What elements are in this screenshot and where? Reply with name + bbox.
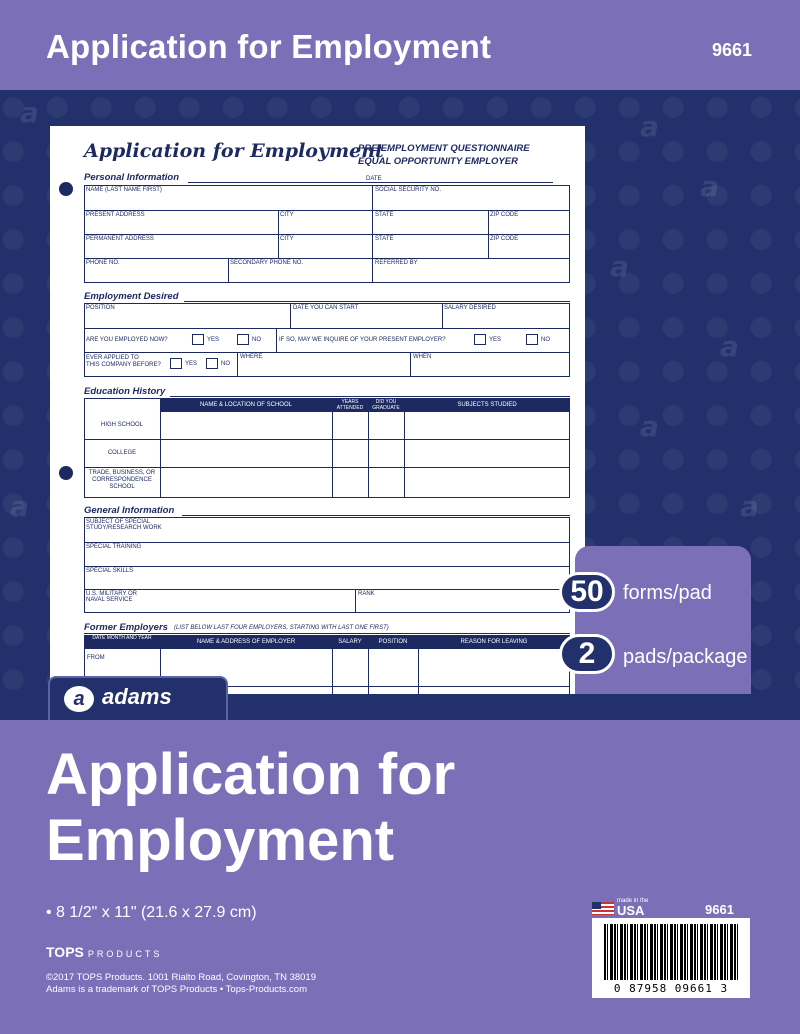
legal-text [46,972,316,996]
no-checkbox[interactable] [237,334,249,345]
barcode-digits: 0 87958 09661 3 [613,982,729,995]
label-city: CITY [280,212,294,218]
label-zip: ZIP CODE [490,212,519,218]
grid-line [84,328,570,329]
label-rank: RANK [358,591,375,597]
label-phone: PHONE NO. [86,260,120,266]
grid-line [84,589,570,590]
label-secondary-phone: SECONDARY PHONE NO. [230,260,304,266]
product-title-line: Employment [46,808,395,873]
former-note: (LIST BELOW LAST FOUR EMPLOYERS, STARTING WITH LAST ONE FIRST) [174,625,389,631]
watermark-logo: a [640,410,659,443]
section-heading-personal: Personal Information [84,172,180,183]
row-trade-school: TRADE, BUSINESS, OR CORRESPONDENCE SCHOOL [88,470,156,490]
brand-tab [48,676,228,720]
product-code-top: 9661 [711,40,752,60]
grid-line [290,303,291,328]
top-title: Application for Employment [46,28,492,65]
grid-line [404,398,405,498]
no-checkbox[interactable] [526,334,538,345]
yes-checkbox[interactable] [170,358,182,369]
col-date: DATE MONTH AND YEAR [92,635,152,641]
general-grid [84,517,570,613]
label-position: POSITION [86,305,115,311]
forms-label: forms/pad [623,582,712,604]
no-checkbox[interactable] [206,358,218,369]
grid-line [278,210,279,258]
grid-line [488,210,489,258]
grid-line [84,258,570,259]
tops-name: TOPS [46,944,84,960]
col-school: NAME & LOCATION OF SCHOOL [200,402,292,408]
grid-line [368,398,369,498]
col-years: YEARS ATTENDED [336,399,364,411]
watermark-logo: a [10,490,29,523]
brand-name: adams [102,684,172,709]
label-yes: YES [489,337,502,343]
label-no: NO [541,337,550,343]
tops-suffix: PRODUCTS [87,949,163,959]
watermark-logo: a [610,250,629,283]
label-ssn: SOCIAL SECURITY NO. [375,187,442,193]
grid-line [237,352,238,377]
form-title: Application for Employment [84,140,384,162]
grid-line [355,589,356,613]
us-flag-icon [592,902,614,915]
label-state: STATE [375,212,394,218]
grid-line [410,352,411,377]
label-no: NO [252,337,261,343]
col-reason: REASON FOR LEAVING [460,639,528,645]
form-subtitle [358,142,530,168]
binder-hole [59,182,73,196]
label-special-training: SPECIAL TRAINING [86,544,142,550]
grid-line [442,303,443,328]
product-title-line: Application for [46,742,456,807]
label-when: WHEN [413,354,432,360]
label-special-study: SUBJECT OF SPECIAL STUDY/RESEARCH WORK [86,519,162,531]
grid-line [84,566,570,567]
row-college: COLLEGE [107,450,137,456]
label-no: NO [221,361,230,367]
row-high-school: HIGH SCHOOL [100,422,143,428]
section-rule [188,182,553,183]
yes-checkbox[interactable] [192,334,204,345]
section-heading-education: Education History [84,386,166,397]
section-heading-general: General Information [84,505,175,516]
grid-line [276,328,277,352]
form-subtitle-line: PRE-EMPLOYMENT QUESTIONNAIRE [358,143,530,154]
label-employed-now: ARE YOU EMPLOYED NOW? [86,337,168,343]
pads-label: pads/package [623,646,748,668]
label-permanent-address: PERMANENT ADDRESS [86,236,154,242]
label-military: U.S. MILITARY OR NAVAL SERVICE [86,591,138,603]
watermark-logo: a [740,490,759,523]
forms-count: 50 [559,572,615,612]
label-yes: YES [207,337,220,343]
section-rule [182,515,570,516]
label-where: WHERE [240,354,263,360]
section-heading-employment: Employment Desired [84,291,179,302]
binder-hole [59,466,73,480]
grid-line [160,398,161,498]
label-salary-desired: SALARY DESIRED [444,305,496,311]
top-band [0,0,800,90]
grid-line [84,467,570,468]
label-city: CITY [280,236,294,242]
country-label: USA [617,903,645,918]
grid-line [228,258,229,283]
label-applied-before: THIS COMPANY BEFORE? [86,362,161,368]
watermark-logo: a [700,170,719,203]
section-heading-former: Former Employers [84,622,168,633]
yes-checkbox[interactable] [474,334,486,345]
product-code-bottom: 9661 [705,902,734,917]
col-graduate: DID YOU GRADUATE [372,399,400,411]
label-referred-by: REFERRED BY [375,260,418,266]
label-zip: ZIP CODE [490,236,519,242]
grid-line [84,210,570,211]
made-in-usa [617,898,648,917]
form-sheet [50,126,585,694]
col-subjects: SUBJECTS STUDIED [457,402,517,408]
pads-count: 2 [559,634,615,674]
grid-line [84,439,570,440]
label-inquire: IF SO, MAY WE INQUIRE OF YOUR PRESENT EMPLOYER? [279,337,446,343]
section-rule [184,301,570,302]
label-present-address: PRESENT ADDRESS [86,212,145,218]
legal-line: ©2017 TOPS Products. 1001 Rialto Road, Covington, TN 38019 [46,972,316,983]
grid-line [372,185,373,283]
label-start-date: DATE YOU CAN START [293,305,359,311]
barcode [592,918,750,998]
section-rule [170,396,570,397]
size-spec: • 8 1/2" x 11" (21.6 x 27.9 cm) [46,904,257,921]
tops-logo [46,944,162,960]
section-rule [84,633,570,634]
grid-line [84,352,570,353]
label-name: NAME (LAST NAME FIRST) [86,187,162,193]
col-employer: NAME & ADDRESS OF EMPLOYER [196,639,296,645]
made-in-label: made in the [617,898,649,904]
barcode-bars [604,924,738,980]
label-applied-before: EVER APPLIED TO [86,355,139,361]
grid-line [84,542,570,543]
watermark-logo: a [720,330,739,363]
watermark-logo: a [20,96,39,129]
col-position: POSITION [378,639,408,645]
grid-line [332,398,333,498]
label-state: STATE [375,236,394,242]
label-date: DATE [366,176,382,182]
col-salary: SALARY [338,639,362,645]
label-special-skills: SPECIAL SKILLS [86,568,134,574]
adams-logo-icon: a [64,686,94,712]
product-title [46,742,455,874]
quantity-badge [570,546,751,694]
form-subtitle-line: EQUAL OPPORTUNITY EMPLOYER [358,156,518,167]
grid-line [84,234,570,235]
label-yes: YES [185,361,198,367]
label-from: FROM [87,655,105,661]
watermark-logo: a [640,110,659,143]
legal-line: Adams is a trademark of TOPS Products • Tops-Products.com [46,984,307,995]
